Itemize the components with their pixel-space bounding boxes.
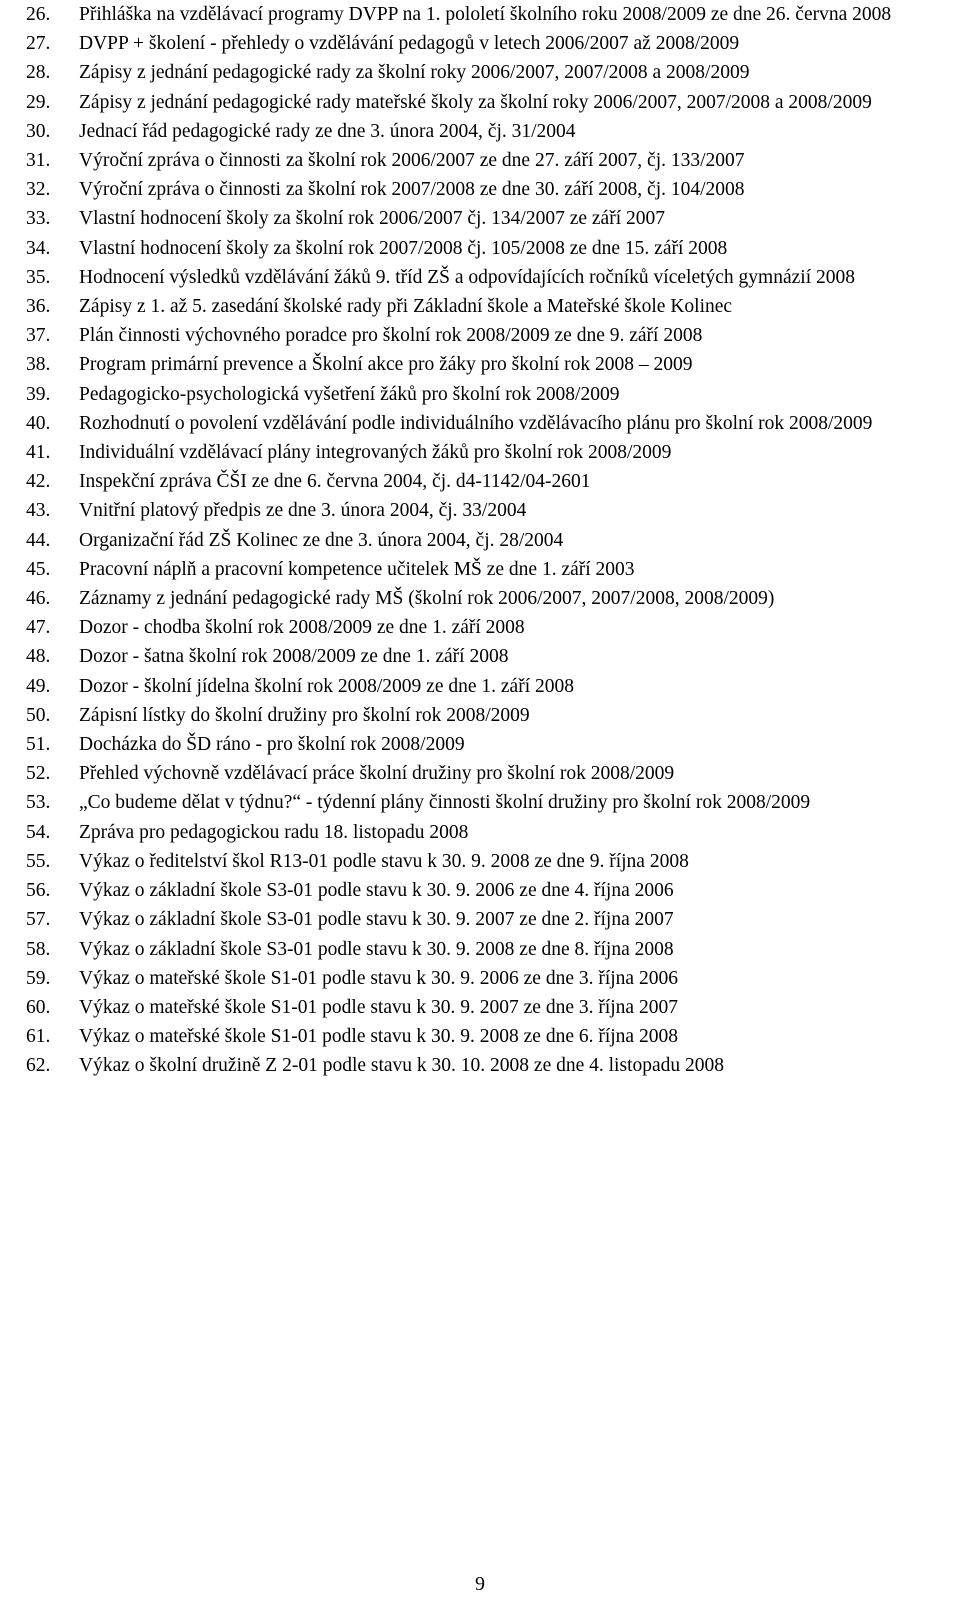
list-item	[26, 146, 928, 175]
item-text: Záznamy z jednání pedagogické rady MŠ (školní rok 2006/2007, 2007/2008, 2008/2009)	[79, 588, 775, 610]
item-number: 43.	[26, 500, 51, 522]
document-list	[26, 0, 928, 1081]
list-item	[26, 818, 928, 847]
item-number: 49.	[26, 675, 51, 697]
item-number: 26.	[26, 4, 51, 25]
list-item	[26, 847, 928, 876]
item-number: 46.	[26, 588, 51, 610]
page-number: 9	[475, 1573, 485, 1595]
item-number: 27.	[26, 33, 51, 55]
list-item	[26, 292, 928, 321]
item-number: 51.	[26, 734, 51, 756]
item-text: Dozor - školní jídelna školní rok 2008/2009 ze dne 1. září 2008	[79, 675, 574, 697]
item-text: Zpráva pro pedagogickou radu 18. listopadu 2008	[79, 821, 469, 843]
list-item	[26, 584, 928, 613]
item-number: 44.	[26, 529, 51, 551]
item-text: Dozor - chodba školní rok 2008/2009 ze dne 1. září 2008	[79, 617, 525, 639]
list-item	[26, 409, 928, 438]
item-number: 30.	[26, 120, 51, 142]
list-item	[26, 263, 928, 292]
list-item	[26, 993, 928, 1022]
list-item	[26, 438, 928, 467]
list-item	[26, 555, 928, 584]
item-number: 58.	[26, 938, 51, 960]
item-number: 37.	[26, 325, 51, 347]
list-item	[26, 730, 928, 759]
item-number: 39.	[26, 383, 51, 405]
item-text: Vnitřní platový předpis ze dne 3. února 2004, čj. 33/2004	[79, 500, 527, 522]
list-item	[26, 788, 928, 817]
list-item	[26, 29, 928, 58]
item-number: 33.	[26, 208, 51, 230]
item-number: 62.	[26, 1055, 51, 1077]
list-item	[26, 613, 928, 642]
list-item	[26, 759, 928, 788]
item-number: 53.	[26, 792, 51, 814]
list-item	[26, 1051, 928, 1080]
item-number: 41.	[26, 442, 51, 464]
item-number: 57.	[26, 909, 51, 931]
item-text: Inspekční zpráva ČŠI ze dne 6. června 2004, čj. d4-1142/04-2601	[79, 471, 591, 493]
item-number: 47.	[26, 617, 51, 639]
item-text: „Co budeme dělat v týdnu?“ - týdenní plány činnosti školní družiny pro školní rok 2008/2009	[79, 792, 811, 814]
item-text: Rozhodnutí o povolení vzdělávání podle individuálního vzdělávacího plánu pro školní rok 2008/2009	[79, 412, 873, 434]
item-text: Výkaz o mateřské škole S1-01 podle stavu k 30. 9. 2008 ze dne 6. října 2008	[79, 1026, 678, 1048]
list-item	[26, 117, 928, 146]
list-item	[26, 88, 928, 117]
list-item	[26, 58, 928, 87]
list-item	[26, 204, 928, 233]
item-text: Zápisy z 1. až 5. zasedání školské rady při Základní škole a Mateřské škole Kolinec	[79, 296, 733, 318]
list-item	[26, 175, 928, 204]
item-text: Výkaz o základní škole S3-01 podle stavu k 30. 9. 2006 ze dne 4. října 2006	[79, 880, 674, 902]
item-text: Vlastní hodnocení školy za školní rok 2006/2007 čj. 134/2007 ze září 2007	[79, 208, 665, 230]
list-item	[26, 876, 928, 905]
item-text: Výroční zpráva o činnosti za školní rok 2006/2007 ze dne 27. září 2007, čj. 133/2007	[79, 150, 745, 172]
item-number: 31.	[26, 150, 51, 172]
item-text: Individuální vzdělávací plány integrovaných žáků pro školní rok 2008/2009	[79, 442, 672, 464]
item-text: Docházka do ŠD ráno - pro školní rok 2008/2009	[79, 734, 465, 756]
list-item	[26, 321, 928, 350]
item-text: Vlastní hodnocení školy za školní rok 2007/2008 čj. 105/2008 ze dne 15. září 2008	[79, 237, 728, 259]
item-text: Výkaz o školní družině Z 2-01 podle stavu k 30. 10. 2008 ze dne 4. listopadu 2008	[79, 1055, 725, 1077]
list-item	[26, 964, 928, 993]
list-item	[26, 467, 928, 496]
item-text: Pedagogicko-psychologická vyšetření žáků pro školní rok 2008/2009	[79, 383, 620, 405]
item-text: Výkaz o mateřské škole S1-01 podle stavu k 30. 9. 2007 ze dne 3. října 2007	[79, 996, 678, 1018]
item-text: Dozor - šatna školní rok 2008/2009 ze dne 1. září 2008	[79, 646, 509, 668]
item-text: Organizační řád ZŠ Kolinec ze dne 3. února 2004, čj. 28/2004	[79, 529, 564, 551]
item-number: 28.	[26, 62, 51, 84]
item-number: 42.	[26, 471, 51, 493]
item-number: 40.	[26, 412, 51, 434]
list-item	[26, 672, 928, 701]
item-text: Plán činnosti výchovného poradce pro školní rok 2008/2009 ze dne 9. září 2008	[79, 325, 703, 347]
item-number: 38.	[26, 354, 51, 376]
item-text: Zápisy z jednání pedagogické rady mateřské školy za školní roky 2006/2007, 2007/2008 a 2008/2009	[79, 91, 872, 113]
item-number: 32.	[26, 179, 51, 201]
item-text: Program primární prevence a Školní akce pro žáky pro školní rok 2008 – 2009	[79, 354, 693, 376]
item-number: 56.	[26, 880, 51, 902]
item-number: 52.	[26, 763, 51, 785]
item-text: Výroční zpráva o činnosti za školní rok 2007/2008 ze dne 30. září 2008, čj. 104/2008	[79, 179, 745, 201]
list-item	[26, 526, 928, 555]
item-text: Přehled výchovně vzdělávací práce školní družiny pro školní rok 2008/2009	[79, 763, 675, 785]
item-text: Zápisní lístky do školní družiny pro školní rok 2008/2009	[79, 704, 530, 726]
item-text: Přihláška na vzdělávací programy DVPP na 1. pololetí školního roku 2008/2009 ze dne 26. června 2008	[79, 4, 892, 25]
item-number: 35.	[26, 266, 51, 288]
item-number: 54.	[26, 821, 51, 843]
list-item	[26, 935, 928, 964]
item-number: 34.	[26, 237, 51, 259]
list-item	[26, 1022, 928, 1051]
item-text: Pracovní náplň a pracovní kompetence učitelek MŠ ze dne 1. září 2003	[79, 558, 635, 580]
item-number: 29.	[26, 91, 51, 113]
item-number: 60.	[26, 996, 51, 1018]
list-item	[26, 350, 928, 379]
item-text: Výkaz o ředitelství škol R13-01 podle stavu k 30. 9. 2008 ze dne 9. října 2008	[79, 850, 689, 872]
item-number: 48.	[26, 646, 51, 668]
list-item	[26, 905, 928, 934]
list-item	[26, 701, 928, 730]
item-text: Výkaz o základní škole S3-01 podle stavu k 30. 9. 2007 ze dne 2. října 2007	[79, 909, 674, 931]
item-text: Výkaz o základní škole S3-01 podle stavu k 30. 9. 2008 ze dne 8. října 2008	[79, 938, 674, 960]
list-item	[26, 642, 928, 671]
item-text: Hodnocení výsledků vzdělávání žáků 9. tříd ZŠ a odpovídajících ročníků víceletých gymnázií 2008	[79, 266, 855, 288]
item-number: 61.	[26, 1026, 51, 1048]
item-number: 36.	[26, 296, 51, 318]
item-text: DVPP + školení - přehledy o vzdělávání pedagogů v letech 2006/2007 až 2008/2009	[79, 33, 740, 55]
list-item	[26, 496, 928, 525]
item-text: Výkaz o mateřské škole S1-01 podle stavu k 30. 9. 2006 ze dne 3. října 2006	[79, 967, 678, 989]
item-number: 59.	[26, 967, 51, 989]
item-number: 50.	[26, 704, 51, 726]
list-item	[26, 0, 928, 29]
item-text: Jednací řád pedagogické rady ze dne 3. února 2004, čj. 31/2004	[79, 120, 576, 142]
item-number: 55.	[26, 850, 51, 872]
item-text: Zápisy z jednání pedagogické rady za školní roky 2006/2007, 2007/2008 a 2008/2009	[79, 62, 750, 84]
list-item	[26, 380, 928, 409]
list-item	[26, 234, 928, 263]
item-number: 45.	[26, 558, 51, 580]
